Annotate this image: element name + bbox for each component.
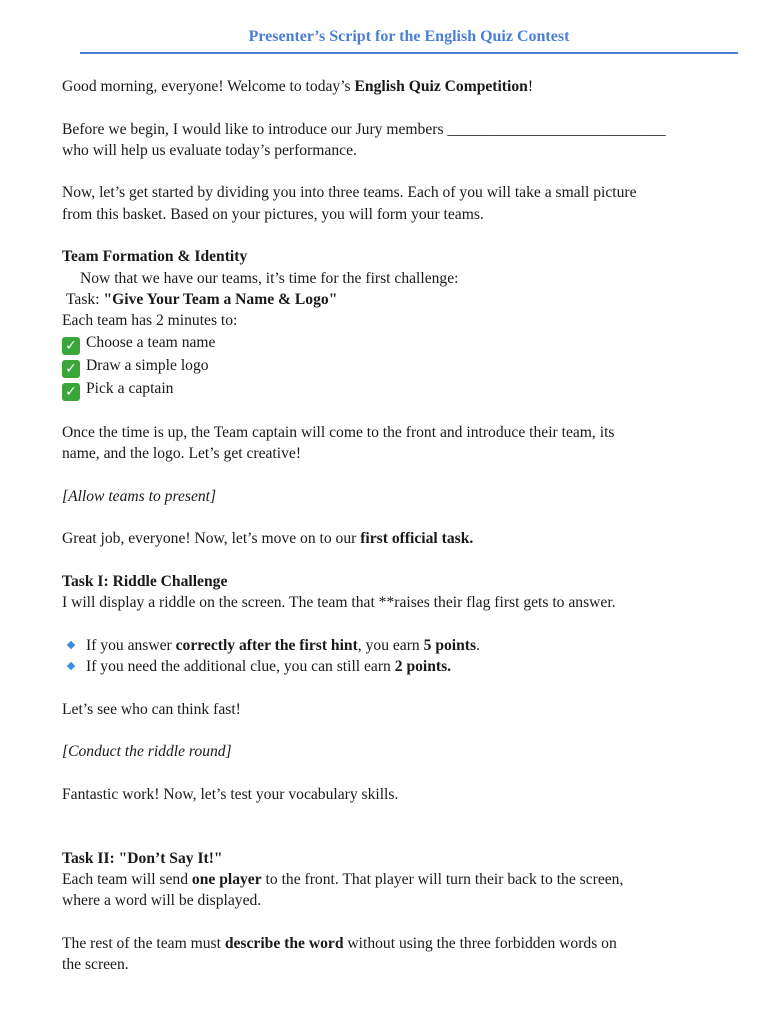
team-task: [62, 289, 744, 310]
task1-heading-text: Task I: Riddle Challenge: [62, 572, 228, 590]
diamond-bullet-icon: [67, 662, 75, 670]
bullet-item: [62, 656, 744, 677]
task2-emphasis: one player: [191, 871, 262, 889]
stage-note: [62, 486, 744, 507]
transition-emphasis: first official task.: [360, 530, 474, 548]
checklist-label: Pick a captain: [86, 379, 174, 397]
title-underline: [80, 52, 738, 54]
team-formation-heading: [62, 246, 744, 267]
page-title: Presenter’s Script for the English Quiz Contest: [248, 28, 570, 45]
task2-describe-line-1: [62, 933, 744, 954]
jury-line-2: who will help us evaluate today’s performance.: [62, 141, 357, 159]
task-prefix: Task:: [66, 290, 104, 308]
checklist-label: Choose a team name: [86, 333, 216, 351]
transition-paragraph: [62, 528, 744, 549]
bullet-emphasis: correctly after the first hint: [175, 636, 358, 654]
task2-heading-text: Task II: "Don’t Say It!": [62, 849, 223, 867]
stage-note-text: [Conduct the riddle round]: [62, 743, 232, 761]
bullet-points: 5 points: [423, 636, 477, 654]
captain-line-1: Once the time is up, the Team captain will come to the front and introduce their team, its: [62, 423, 615, 441]
stage-note: [62, 741, 744, 762]
task2-line-1: [62, 869, 744, 890]
team-heading-text: Team Formation & Identity: [62, 248, 248, 266]
check-icon: ✓: [62, 360, 80, 378]
bullet-text: If you answer: [86, 636, 176, 654]
competition-name: English Quiz Competition: [354, 78, 528, 95]
team-intro: Now that we have our teams, it’s time for the first challenge:: [80, 269, 459, 287]
checklist-item: [62, 332, 744, 355]
check-icon: ✓: [62, 383, 80, 401]
teams-line-1: Now, let’s get started by dividing you into three teams. Each of you will take a small picture: [62, 184, 637, 202]
task1-description: I will display a riddle on the screen. The team that **raises their flag first gets to answer.: [62, 594, 616, 612]
task2-emphasis: describe the word: [224, 934, 344, 952]
stage-note-text: [Allow teams to present]: [62, 487, 217, 505]
checklist-item: [62, 378, 744, 401]
task2-text: without using the three forbidden words on: [343, 934, 617, 952]
team-minutes: Each team has 2 minutes to:: [62, 312, 238, 330]
bullet-item: [62, 635, 744, 656]
script-body: [62, 76, 744, 976]
transition-text: Great job, everyone! Now, let’s move on to our: [62, 530, 361, 548]
diamond-bullet-icon: [67, 641, 75, 649]
teams-line-2: from this basket. Based on your pictures, you will form your teams.: [62, 205, 484, 223]
bullet-text: If you need the additional clue, you can still earn: [86, 658, 395, 676]
task2-text: The rest of the team must: [62, 934, 225, 952]
task2-heading: [62, 848, 744, 869]
task1-heading: [62, 571, 744, 592]
vocab-line: Fantastic work! Now, let’s test your vocabulary skills.: [62, 785, 399, 803]
task2-text: Each team will send: [62, 871, 192, 889]
bullet-points: 2 points.: [394, 658, 452, 676]
captain-line-2: name, and the logo. Let’s get creative!: [62, 445, 302, 463]
welcome-paragraph: [62, 76, 744, 97]
task-title: "Give Your Team a Name & Logo": [103, 290, 338, 308]
bullet-text: .: [476, 636, 480, 654]
jury-line-1: Before we begin, I would like to introduce our Jury members ____________________________: [62, 120, 666, 138]
bullet-text: , you earn: [357, 636, 424, 654]
checklist-label: Draw a simple logo: [86, 356, 209, 374]
task2-line-2: where a word will be displayed.: [62, 892, 262, 910]
check-icon: ✓: [62, 337, 80, 355]
welcome-text: Good morning, everyone! Welcome to today’s: [62, 78, 355, 95]
checklist-item: [62, 355, 744, 378]
task2-describe-line-2: the screen.: [62, 956, 129, 974]
fast-line: Let’s see who can think fast!: [62, 700, 241, 718]
welcome-end: !: [527, 78, 534, 95]
task2-text: to the front. That player will turn their back to the screen,: [261, 871, 624, 889]
